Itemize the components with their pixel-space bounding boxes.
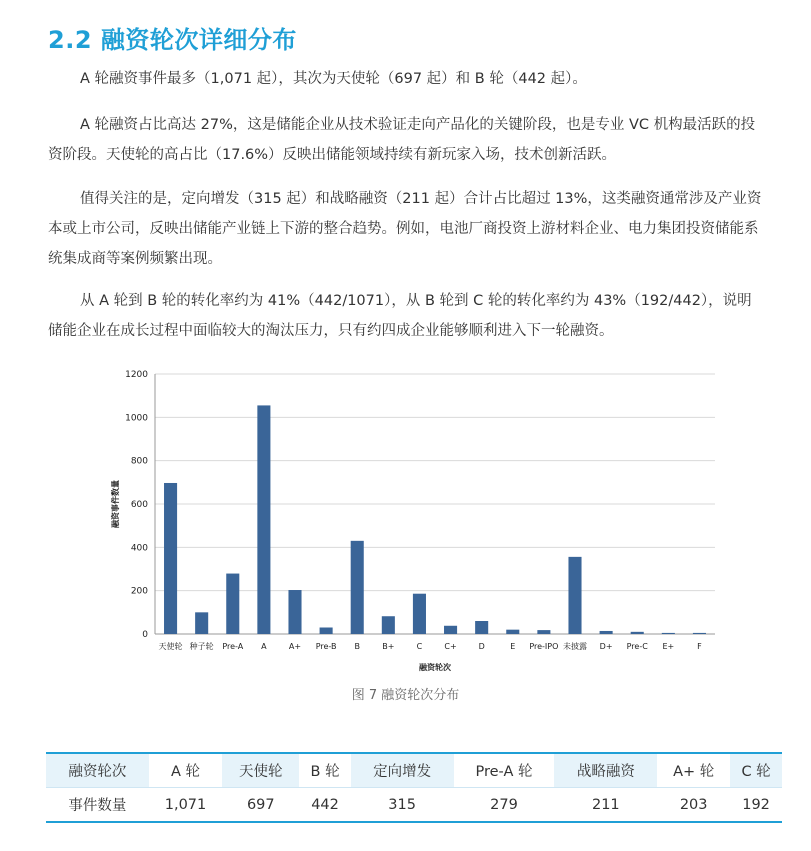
- x-tick-label: A: [261, 642, 267, 651]
- table-header-cell: Pre-A 轮: [454, 753, 555, 788]
- y-tick-label: 400: [130, 543, 148, 554]
- x-tick-label: A+: [288, 642, 302, 651]
- x-tick-label: D: [478, 642, 485, 651]
- table-header-cell: 战略融资: [554, 753, 657, 788]
- table-cell: 279: [454, 788, 555, 823]
- x-tick-label: E: [510, 642, 516, 651]
- bar: [257, 405, 270, 634]
- paragraph-3: 值得关注的是，定向增发（315 起）和战略融资（211 起）合计占比超过 13%，这类融资通常涉及产业资本或上市公司，反映出储能产业链上下游的整合趋势。例如，电池厂商投资上游材料企业、电力集团投资储能系统集成商等案例频繁出现。: [48, 191, 762, 267]
- bar: [568, 557, 581, 634]
- table-cell: 事件数量: [46, 788, 149, 823]
- table-row: [46, 788, 782, 823]
- x-tick-label: F: [697, 642, 702, 651]
- x-tick-label: C+: [444, 642, 457, 651]
- bar: [506, 630, 519, 634]
- table-cell: 315: [351, 788, 454, 823]
- y-tick-label: 200: [130, 586, 148, 597]
- table-cell: 203: [657, 788, 730, 823]
- x-axis-title: 融资轮次: [419, 663, 451, 672]
- bar: [693, 633, 706, 634]
- bar-chart-svg: [100, 362, 730, 680]
- bar: [195, 612, 208, 634]
- bar: [631, 632, 644, 634]
- paragraph-4: 从 A 轮到 B 轮的转化率约为 41%（442/1071），从 B 轮到 C 轮的转化率约为 43%（192/442），说明储能企业在成长过程中面临较大的淘汰压力，只有约四成企业能够顺利进入下一轮融资。: [48, 293, 752, 339]
- table-cell: 192: [730, 788, 782, 823]
- table-header-cell: 定向增发: [351, 753, 454, 788]
- y-tick-label: 600: [130, 500, 148, 510]
- x-tick-label: 未披露: [563, 642, 587, 651]
- x-tick-label: 种子轮: [189, 642, 214, 651]
- bar: [444, 626, 457, 634]
- table-header-cell: C 轮: [730, 753, 782, 788]
- bar: [382, 616, 395, 634]
- bar: [475, 621, 488, 634]
- bar: [320, 628, 333, 635]
- x-tick-label: D+: [599, 642, 613, 651]
- x-tick-label: E+: [662, 642, 675, 651]
- round-count-table: [46, 752, 782, 823]
- y-tick-label: 0: [142, 630, 148, 640]
- x-tick-label: 天使轮: [158, 642, 183, 651]
- bar: [288, 590, 301, 634]
- table-header-cell: A 轮: [149, 753, 223, 788]
- x-tick-label: Pre-B: [315, 642, 337, 651]
- x-tick-label: C: [416, 642, 423, 651]
- table-header-cell: A+ 轮: [657, 753, 730, 788]
- table-header-cell: 天使轮: [222, 753, 299, 788]
- table-cell: 697: [222, 788, 299, 823]
- section-title: 2.2 融资轮次详细分布: [48, 26, 297, 54]
- bar: [351, 541, 364, 634]
- paragraph-1: A 轮融资事件最多（1,071 起），其次为天使轮（697 起）和 B 轮（442 起）。: [80, 71, 587, 87]
- paragraph-2: A 轮融资占比高达 27%，这是储能企业从技术验证走向产品化的关键阶段，也是专业 VC 机构最活跃的投资阶段。天使轮的高占比（17.6%）反映出储能领域持续有新玩家入场，技术创新活跃。: [48, 117, 756, 163]
- x-tick-label: Pre-A: [222, 642, 244, 651]
- funding-round-chart: [100, 362, 730, 680]
- x-tick-label: B: [354, 642, 360, 651]
- bar: [164, 483, 177, 634]
- bar: [226, 574, 239, 634]
- x-tick-label: B+: [382, 642, 395, 651]
- y-tick-label: 1000: [125, 413, 148, 424]
- bar: [600, 631, 613, 634]
- table-header-cell: B 轮: [299, 753, 350, 788]
- y-tick-label: 800: [130, 456, 148, 467]
- bar: [413, 594, 426, 634]
- table-header-row: [46, 753, 782, 788]
- table-cell: 211: [554, 788, 657, 823]
- bar: [662, 633, 675, 634]
- figure-caption: 图 7 融资轮次分布: [351, 688, 460, 703]
- table-cell: 442: [299, 788, 350, 823]
- table-header-cell: 融资轮次: [46, 753, 149, 788]
- x-tick-label: Pre-C: [626, 642, 648, 651]
- x-tick-label: Pre-IPO: [529, 642, 559, 651]
- bar: [537, 630, 550, 634]
- table-cell: 1,071: [149, 788, 223, 823]
- y-axis-title: 融资事件数量: [111, 480, 120, 528]
- y-tick-label: 1200: [125, 370, 148, 380]
